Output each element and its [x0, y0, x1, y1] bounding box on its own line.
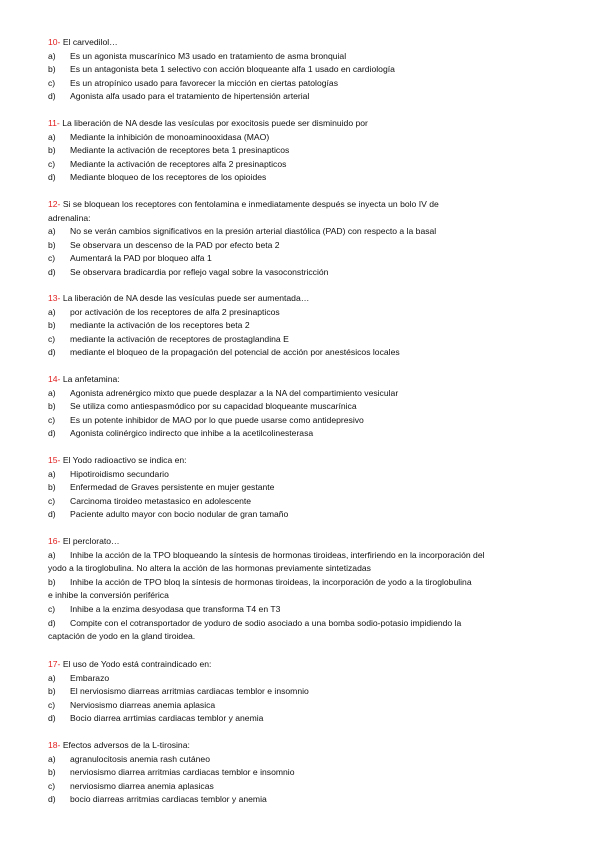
- question-stem: Efectos adversos de la L-tirosina:: [62, 740, 190, 750]
- question-number: 10-: [48, 37, 61, 47]
- question-12: [48, 198, 568, 280]
- question-stem: La liberación de NA desde las vesículas por exocitosis puede ser disminuido por: [62, 118, 368, 128]
- question-number: 11-: [48, 118, 60, 128]
- question-number: 16-: [48, 536, 61, 546]
- option-b: b) El nerviosismo diarreas arritmias cardiacas temblor e insomnio: [48, 686, 309, 697]
- question-15: [48, 454, 568, 522]
- option-b: b) Se observara un descenso de la PAD por efecto beta 2: [48, 239, 280, 250]
- question-number: 14-: [48, 374, 61, 384]
- question-stem: El uso de Yodo está contraindicado en:: [62, 659, 212, 669]
- option-c: c) Carcinoma tiroideo metastasico en adolescente: [48, 495, 252, 506]
- option-d: d) Se observara bradicardia por reflejo vagal sobre la vasoconstricción: [48, 266, 329, 277]
- option-d: d) Agonista colinérgico indirecto que inhibe a la acetilcolinesterasa: [48, 428, 314, 439]
- option-d: d) Paciente adulto mayor con bocio nodular de gran tamaño: [48, 509, 289, 520]
- question-14: [48, 373, 568, 441]
- option-b: b) Mediante la activación de receptores beta 1 presinapticos: [48, 145, 290, 156]
- option-b: b) Inhibe la acción de TPO bloq la síntesis de hormonas tiroideas, la incorporación de yodo a la tiroglobulina: [48, 576, 472, 587]
- option-c: c) Nerviosismo diarreas anemia aplasica: [48, 699, 216, 710]
- option-c: c) mediante la activación de receptores de prostaglandina E: [48, 333, 289, 344]
- question-16: [48, 535, 568, 644]
- option-b: b) Es un antagonista beta 1 selectivo con acción bloqueante alfa 1 usado en cardiología: [48, 64, 395, 75]
- question-stem: El Yodo radioactivo se indica en:: [62, 455, 187, 465]
- option-b: b) Se utiliza como antiespasmódico por su capacidad bloqueante muscarínica: [48, 401, 357, 412]
- option-d: d) bocio diarreas arritmias cardiacas temblor y anemia: [48, 794, 267, 805]
- question-stem: El perclorato…: [62, 536, 120, 546]
- option-b: b) mediante la activación de los receptores beta 2: [48, 320, 250, 331]
- question-11: [48, 117, 568, 185]
- question-stem: El carvedilol…: [62, 37, 118, 47]
- question-stem: La liberación de NA desde las vesículas puede ser aumentada…: [62, 293, 310, 303]
- option-d: d) Compite con el cotransportador de yoduro de sodio asociado a una bomba sodio-potasio impidiendo la: [48, 617, 462, 628]
- option-d-continued: captación de yodo en la gland tiroidea.: [48, 631, 196, 642]
- option-d: d) Mediante bloqueo de los receptores de los opioides: [48, 172, 267, 183]
- option-c: c) Mediante la activación de receptores alfa 2 presinapticos: [48, 158, 287, 169]
- option-d: d) Agonista alfa usado para el tratamiento de hipertensión arterial: [48, 91, 310, 102]
- question-10: [48, 36, 568, 104]
- option-b: b) nerviosismo diarrea arritmias cardiacas temblor e insomnio: [48, 767, 295, 778]
- question-13: [48, 292, 568, 360]
- option-a: a) No se verán cambios significativos en la presión arterial diastólica (PAD) con respecto a la basal: [48, 226, 437, 237]
- option-c: c) Inhibe a la enzima desyodasa que transforma T4 en T3: [48, 603, 281, 614]
- option-a: a) Embarazo: [48, 672, 110, 683]
- option-c: c) Aumentará la PAD por bloqueo alfa 1: [48, 253, 212, 264]
- option-b: b) Enfermedad de Graves persistente en mujer gestante: [48, 482, 275, 493]
- question-stem-continued: adrenalina:: [48, 212, 91, 223]
- option-a: a) agranulocitosis anemia rash cutáneo: [48, 753, 210, 764]
- question-18: [48, 739, 568, 807]
- option-a: a) Es un agonista muscarínico M3 usado en tratamiento de asma bronquial: [48, 50, 347, 61]
- option-d: d) mediante el bloqueo de la propagación del potencial de acción por anestésicos locales: [48, 347, 400, 358]
- option-c: c) nerviosismo diarrea anemia aplasicas: [48, 780, 214, 791]
- question-number: 13-: [48, 293, 61, 303]
- question-number: 18-: [48, 740, 61, 750]
- option-a: a) Hipotiroidismo secundario: [48, 468, 169, 479]
- option-d: d) Bocio diarrea arrtimias cardiacas temblor y anemia: [48, 713, 264, 724]
- question-stem: La anfetamina:: [62, 374, 120, 384]
- option-a: a) por activación de los receptores de alfa 2 presinapticos: [48, 306, 280, 317]
- question-number: 17-: [48, 659, 61, 669]
- question-17: [48, 658, 568, 726]
- option-c: c) Es un atropínico usado para favorecer la micción en ciertas patologías: [48, 77, 338, 88]
- option-a: a) Agonista adrenérgico mixto que puede desplazar a la NA del compartimiento vesicular: [48, 387, 399, 398]
- question-number: 12-: [48, 199, 61, 209]
- question-stem: Si se bloquean los receptores con fentolamina e inmediatamente después se inyecta un bolo IV de: [62, 199, 439, 209]
- option-b-continued: e inhibe la conversión periférica: [48, 590, 169, 601]
- question-number: 15-: [48, 455, 61, 465]
- option-a: a) Mediante la inhibición de monoaminooxidasa (MAO): [48, 131, 270, 142]
- option-a: a) Inhibe la acción de la TPO bloqueando la síntesis de hormonas tiroideas, interfiriendo en la incorporación del: [48, 549, 485, 560]
- option-a-continued: yodo a la tiroglobulina. No altera la acción de las hormonas previamente sintetizadas: [48, 563, 371, 574]
- option-c: c) Es un potente inhibidor de MAO por lo que puede usarse como antidepresivo: [48, 414, 364, 425]
